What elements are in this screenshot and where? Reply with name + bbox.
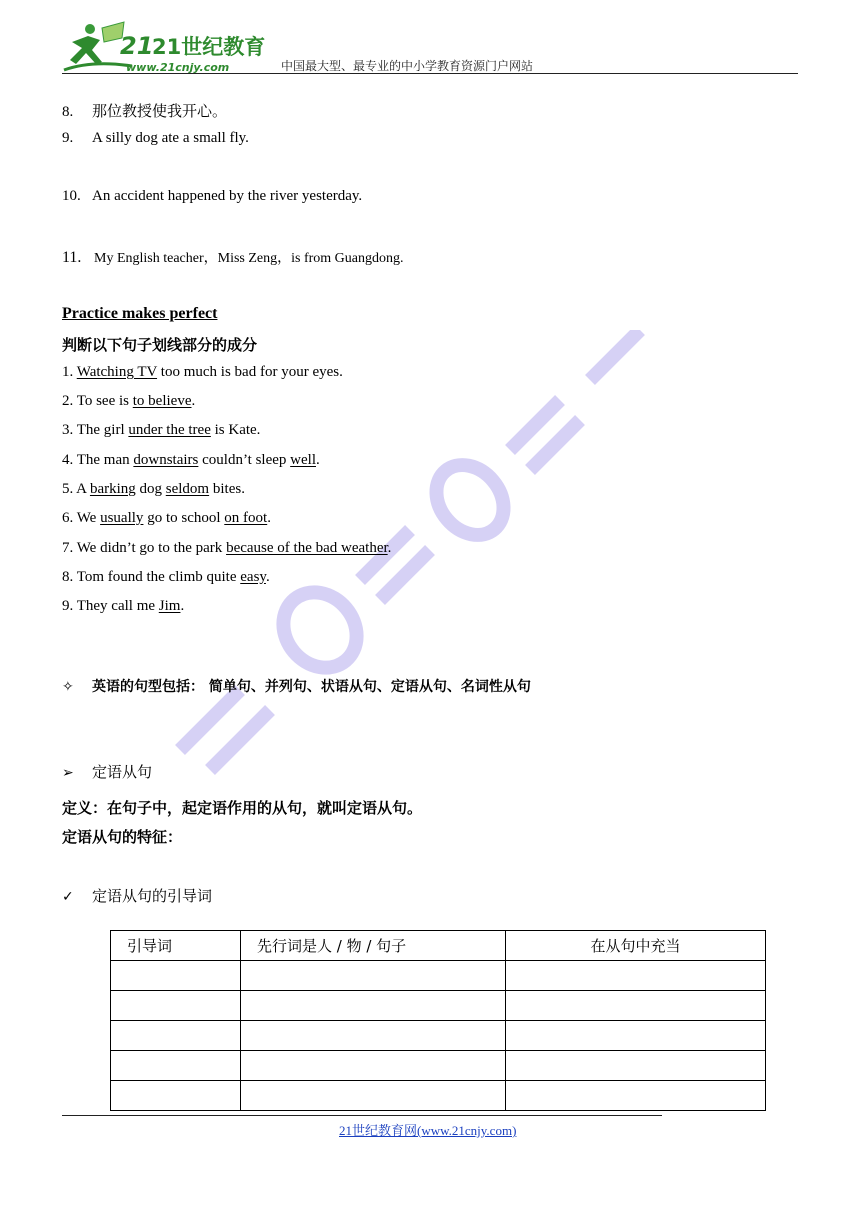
- table-header-row: [111, 931, 766, 961]
- sentence-types-line: ✧ 英语的句型包括： 简单句、并列句、状语从句、定语从句、名词性从句: [62, 679, 531, 695]
- relative-pronoun-table: [110, 930, 766, 1111]
- table-cell[interactable]: [241, 1021, 506, 1051]
- attributive-subheading: ✓ 定语从句的引导词: [62, 887, 213, 905]
- table-row: [111, 991, 766, 1021]
- sentence-10: 10. An accident happened by the river yesterday.: [62, 188, 363, 204]
- header-divider: [62, 73, 798, 74]
- table-cell[interactable]: [111, 1081, 241, 1111]
- footer-divider: [62, 1115, 662, 1116]
- footer-link[interactable]: 21世纪教育网(www.21cnjy.com): [339, 1123, 517, 1138]
- table-row: [111, 1021, 766, 1051]
- practice-item-3: 3. The girl under the tree is Kate.: [62, 422, 261, 438]
- table-cell[interactable]: [506, 961, 766, 991]
- table-cell[interactable]: [506, 1081, 766, 1111]
- practice-item-8: 8. Tom found the climb quite easy.: [62, 569, 270, 585]
- table-cell[interactable]: [506, 1021, 766, 1051]
- sparkle-bullet-icon: ✧: [62, 679, 74, 695]
- svg-text:www.21cnjy.com: www.21cnjy.com: [126, 61, 230, 74]
- table-row: [111, 1051, 766, 1081]
- practice-title: Practice makes perfect: [62, 305, 218, 322]
- attributive-features: 定语从句的特征：: [62, 828, 183, 846]
- table-cell[interactable]: [241, 961, 506, 991]
- sentence-8: 8. 那位教授使我开心。: [62, 102, 228, 120]
- table-cell[interactable]: [111, 991, 241, 1021]
- practice-item-7: 7. We didn’t go to the park because of the bad weather.: [62, 540, 392, 556]
- table-header-cell: 先行词是人 / 物 / 句子: [241, 931, 506, 961]
- practice-item-2: 2. To see is to believe.: [62, 393, 196, 409]
- svg-text:21: 21: [120, 32, 154, 60]
- table-cell[interactable]: [506, 991, 766, 1021]
- sentence-11: 11. My English teacher，Miss Zeng，is from Guangdong.: [62, 249, 404, 266]
- table-row: [111, 961, 766, 991]
- attributive-heading: ➢ 定语从句: [62, 763, 153, 781]
- check-bullet-icon: ✓: [62, 889, 74, 905]
- practice-item-9: 9. They call me Jim.: [62, 598, 185, 614]
- practice-item-4: 4. The man downstairs couldn’t sleep well.: [62, 452, 320, 468]
- table-header-cell: 在从句中充当: [506, 931, 766, 961]
- table-cell[interactable]: [506, 1051, 766, 1081]
- table-cell[interactable]: [241, 1051, 506, 1081]
- practice-item-5: 5. A barking dog seldom bites.: [62, 481, 245, 497]
- practice-instruction: 判断以下句子划线部分的成分: [62, 336, 258, 354]
- practice-item-1: 1. Watching TV too much is bad for your eyes.: [62, 364, 343, 380]
- practice-item-6: 6. We usually go to school on foot.: [62, 510, 271, 526]
- table-header-cell: 引导词: [111, 931, 241, 961]
- attributive-definition: 定义：在句子中，起定语作用的从句，就叫定语从句。: [62, 799, 423, 817]
- table-row: [111, 1081, 766, 1111]
- table-cell[interactable]: [111, 1021, 241, 1051]
- table-cell[interactable]: [241, 991, 506, 1021]
- svg-text:21世纪教育: 21世纪教育: [152, 35, 266, 59]
- arrow-bullet-icon: ➢: [62, 765, 74, 781]
- header-tagline: 中国最大型、最专业的中小学教育资源门户网站: [281, 59, 534, 73]
- site-logo: [62, 20, 272, 76]
- table-cell[interactable]: [111, 1051, 241, 1081]
- table-cell[interactable]: [111, 961, 241, 991]
- table-cell[interactable]: [241, 1081, 506, 1111]
- sentence-9: 9. A silly dog ate a small fly.: [62, 130, 249, 146]
